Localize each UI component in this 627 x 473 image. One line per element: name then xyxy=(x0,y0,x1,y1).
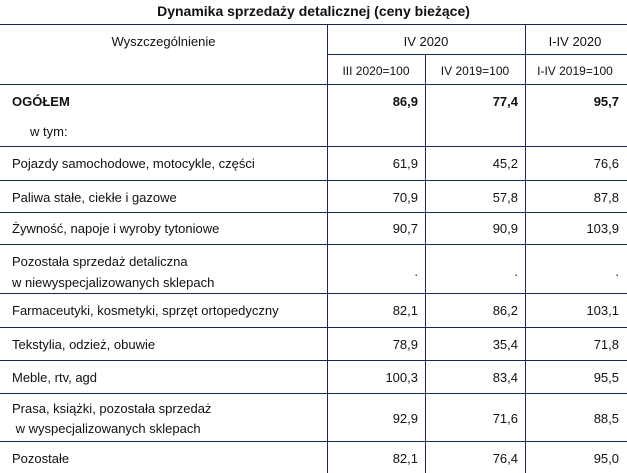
row-divider xyxy=(0,146,627,147)
row-value-col1: 82,1 xyxy=(392,451,418,466)
row-label: w tym: xyxy=(30,124,68,139)
row-value-col3: 71,8 xyxy=(593,337,619,352)
row-value-col1: 82,1 xyxy=(392,303,418,318)
row-divider xyxy=(0,180,627,181)
row-label: Paliwa stałe, ciekłe i gazowe xyxy=(12,190,177,205)
row-value-col2: 45,2 xyxy=(492,156,518,171)
row-value-col2: . xyxy=(514,264,518,279)
row-value-col1: 70,9 xyxy=(392,190,418,205)
row-divider xyxy=(0,441,627,442)
row-value-col3: 103,1 xyxy=(586,303,619,318)
row-value-col2: 35,4 xyxy=(492,337,518,352)
row-value-col2: 57,8 xyxy=(492,190,518,205)
row-label: Pozostała sprzedaż detaliczna xyxy=(12,254,188,269)
row-value-col1: 90,7 xyxy=(392,221,418,236)
divider-col2-col3 xyxy=(525,24,526,473)
row-label-line2: w niewyspecjalizowanych sklepach xyxy=(12,275,215,290)
row-value-col2: 77,4 xyxy=(492,94,518,109)
row-value-col1: . xyxy=(414,264,418,279)
row-value-col2: 90,9 xyxy=(492,221,518,236)
header-top-border xyxy=(0,24,627,25)
row-label: Meble, rtv, agd xyxy=(12,370,98,385)
header-col-1: III 2020=100 xyxy=(342,64,410,78)
header-group-iv-2020: IV 2020 xyxy=(403,34,449,49)
row-value-col3: 76,6 xyxy=(593,156,619,171)
row-divider xyxy=(0,360,627,361)
row-value-col2: 71,6 xyxy=(492,411,518,426)
row-value-col1: 78,9 xyxy=(392,337,418,352)
row-value-col1: 100,3 xyxy=(385,370,418,385)
row-divider xyxy=(0,293,627,294)
row-divider xyxy=(0,327,627,328)
header-group-divider xyxy=(327,54,627,55)
row-value-col1: 92,9 xyxy=(392,411,418,426)
row-value-col3: 95,7 xyxy=(593,94,619,109)
divider-label-col xyxy=(327,24,328,473)
row-value-col1: 86,9 xyxy=(392,94,418,109)
row-label: Tekstylia, odzież, obuwie xyxy=(12,337,156,352)
row-label: Pozostałe xyxy=(12,451,70,466)
row-value-col3: 88,5 xyxy=(593,411,619,426)
row-label: OGÓŁEM xyxy=(12,94,70,109)
row-label: Żywność, napoje i wyroby tytoniowe xyxy=(12,221,220,236)
row-value-col2: 76,4 xyxy=(492,451,518,466)
row-value-col1: 61,9 xyxy=(392,156,418,171)
header-bottom-border xyxy=(0,84,627,85)
header-group-i-iv-2020: I-IV 2020 xyxy=(548,34,602,49)
row-divider xyxy=(0,393,627,394)
header-col-3: I-IV 2019=100 xyxy=(537,64,613,78)
row-value-col3: 95,5 xyxy=(593,370,619,385)
row-divider xyxy=(0,244,627,245)
table-title: Dynamika sprzedaży detalicznej (ceny bieżące) xyxy=(157,3,470,19)
row-label: Pojazdy samochodowe, motocykle, części xyxy=(12,156,255,171)
row-divider xyxy=(0,212,627,213)
row-label: Prasa, książki, pozostała sprzedaż xyxy=(12,401,212,416)
row-label-line2: w wyspecjalizowanych sklepach xyxy=(12,421,201,436)
row-value-col3: 87,8 xyxy=(593,190,619,205)
row-value-col3: . xyxy=(615,264,619,279)
header-col-2: IV 2019=100 xyxy=(440,64,510,78)
row-label: Farmaceutyki, kosmetyki, sprzęt ortopedyczny xyxy=(12,303,279,318)
header-row-label: Wyszczególnienie xyxy=(111,34,216,49)
row-value-col3: 103,9 xyxy=(586,221,619,236)
row-value-col3: 95,0 xyxy=(593,451,619,466)
row-value-col2: 86,2 xyxy=(492,303,518,318)
row-value-col2: 83,4 xyxy=(492,370,518,385)
